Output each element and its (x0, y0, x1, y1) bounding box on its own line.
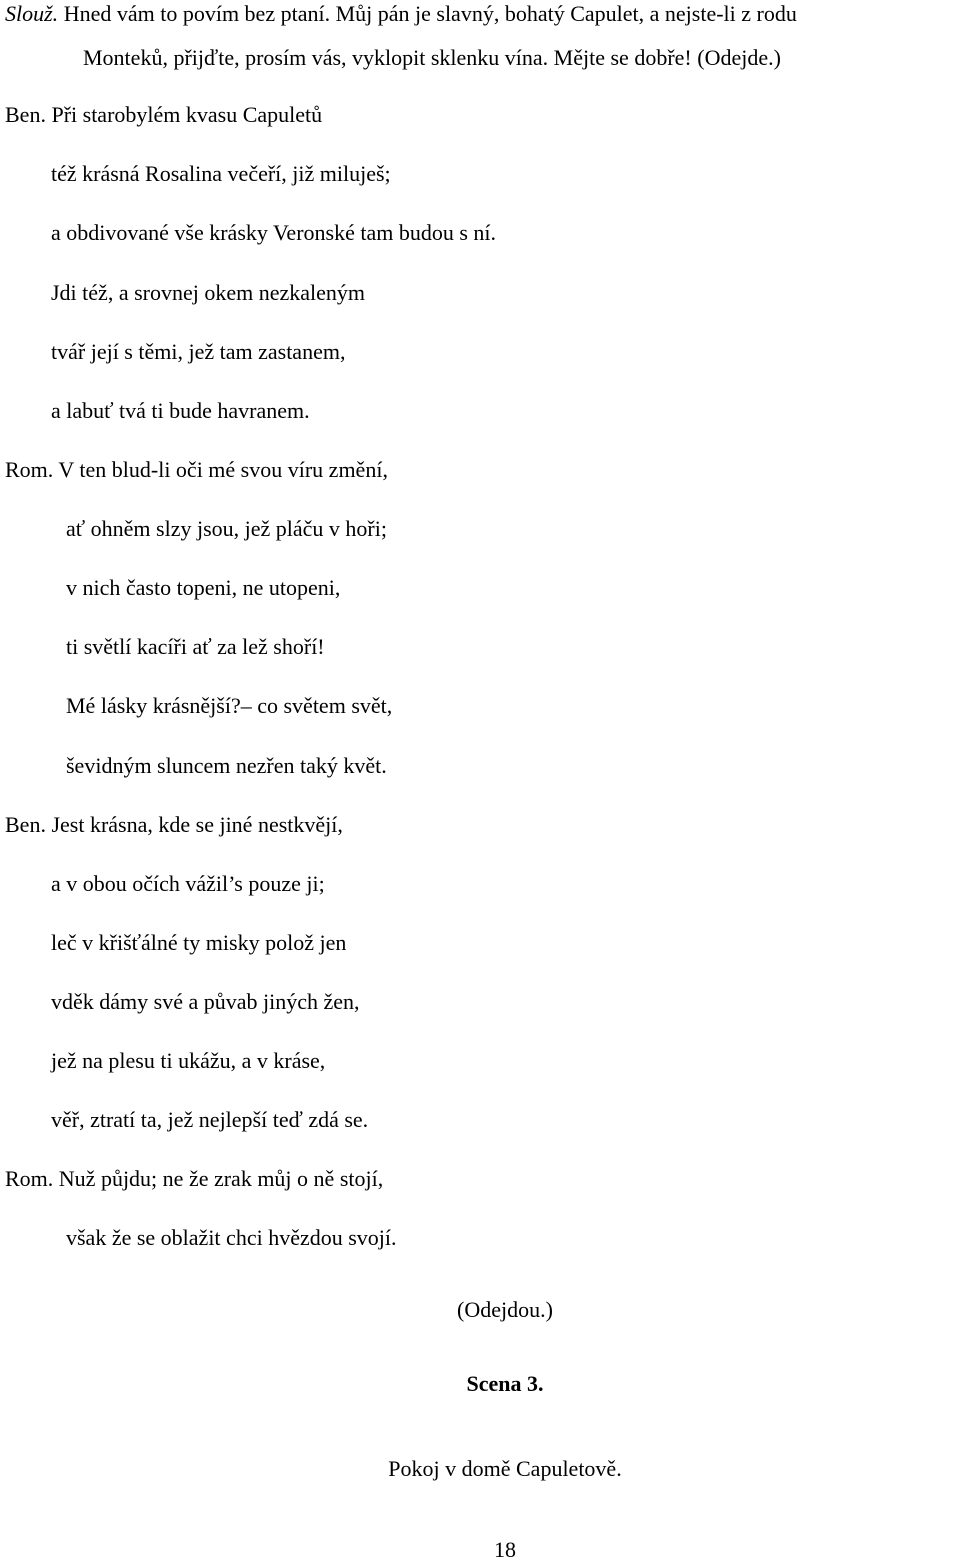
prose-line-2: Monteků, přijďte, prosím vás, vyklopit sklenku vína. Mějte se dobře! (Odejde.) (83, 45, 781, 70)
verse-line: tvář její s těmi, jež tam zastanem, (51, 339, 346, 364)
line-text: Jest krásna, kde se jiné nestkvějí, (45, 812, 343, 837)
prose-line-1 (5, 0, 797, 28)
verse-line: však že se oblažit chci hvězdou svojí. (66, 1225, 397, 1250)
verse-line: Mé lásky krásnější?– co světem svět, (66, 693, 393, 718)
speaker-rom: Rom. (5, 1166, 54, 1191)
verse-line: ať ohněm slzy jsou, jež pláču v hoři; (66, 516, 387, 541)
verse-line (5, 101, 322, 129)
verse-line: leč v křišťálné ty misky polož jen (51, 930, 347, 955)
verse-line (5, 811, 343, 839)
scene-heading: Scena 3. (466, 1371, 544, 1396)
scene-setting: Pokoj v domě Capuletově. (388, 1456, 622, 1481)
verse-line: Jdi též, a srovnej okem nezkaleným (51, 280, 366, 305)
verse-line: vděk dámy své a půvab jiných žen, (51, 989, 360, 1014)
verse-line: a obdivované vše krásky Veronské tam budou s ní. (51, 220, 497, 245)
stage-direction: (Odejdou.) (457, 1297, 553, 1322)
verse-line (66, 752, 387, 780)
line-text: ševidným sluncem nezřen taký květ. (66, 753, 387, 778)
verse-line: věř, ztratí ta, jež nejlepší teď zdá se. (51, 1107, 369, 1132)
line-text: Hned vám to povím bez ptaní. Můj pán je slavný, bohatý Capulet, a nejste-li z rodu (58, 1, 797, 26)
verse-line: též krásná Rosalina večeří, již miluješ; (51, 161, 391, 186)
verse-line: ti světlí kacíři ať za lež shoří! (66, 634, 325, 659)
verse-line (5, 1165, 383, 1193)
speaker-rom: Rom. (5, 457, 54, 482)
speaker-ben: Ben. (5, 812, 46, 837)
line-text: V ten blud-li oči mé svou víru změní, (53, 457, 388, 482)
page-number: 18 (494, 1537, 516, 1562)
verse-line (5, 456, 388, 484)
line-text: Při starobylém kvasu Capuletů (45, 102, 323, 127)
verse-line: jež na plesu ti ukážu, a v kráse, (51, 1048, 326, 1073)
speaker-slouz: Slouž. (5, 1, 59, 26)
speaker-ben: Ben. (5, 102, 46, 127)
verse-line: a labuť tvá ti bude havranem. (51, 398, 310, 423)
verse-line: v nich často topeni, ne utopeni, (66, 575, 341, 600)
line-text: Nuž půjdu; ne že zrak můj o ně stojí, (53, 1166, 384, 1191)
verse-line: a v obou očích vážil’s pouze ji; (51, 871, 325, 896)
